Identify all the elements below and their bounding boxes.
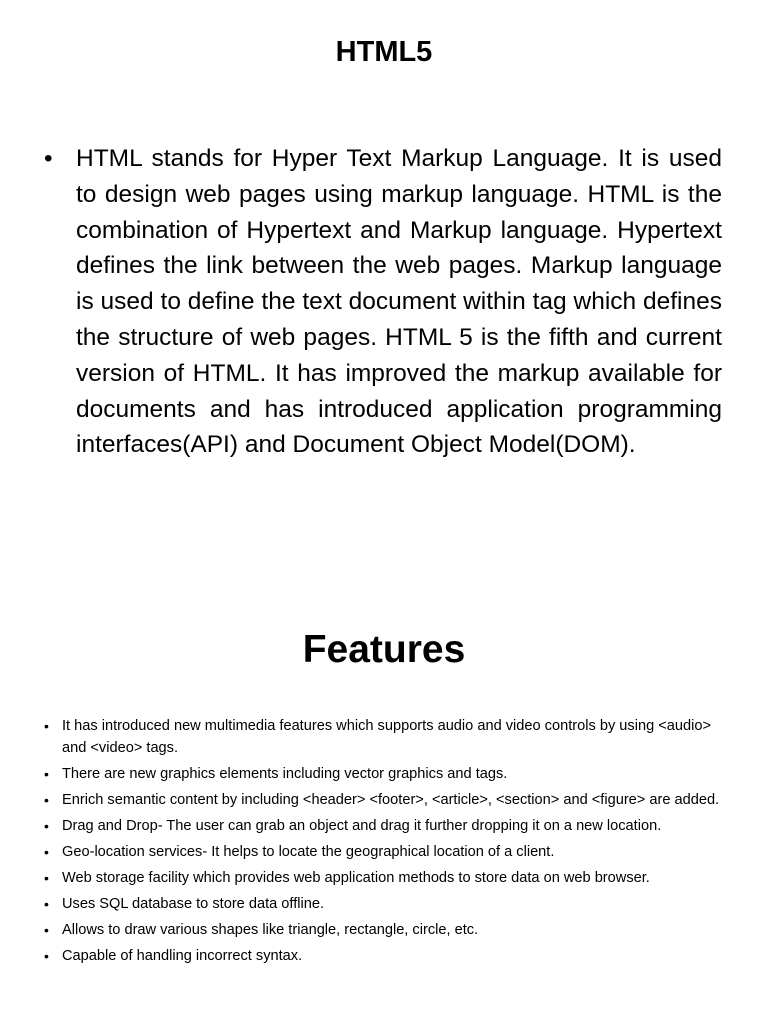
feature-text: Enrich semantic content by including <header> <footer>, <article>, <section> and <figure> are added. <box>62 791 720 808</box>
feature-item <box>40 842 720 864</box>
feature-item <box>40 764 720 786</box>
feature-text: Web storage facility which provides web application methods to store data on web browser. <box>62 869 650 886</box>
feature-text: Allows to draw various shapes like triangle, rectangle, circle, etc. <box>62 922 479 939</box>
intro-list <box>40 141 722 463</box>
bullet-icon: • <box>44 718 49 734</box>
bullet-icon: • <box>44 791 49 808</box>
page-title: HTML5 <box>335 36 433 68</box>
feature-item <box>40 790 720 812</box>
feature-item <box>40 920 720 942</box>
features-heading: Features <box>302 628 466 671</box>
bullet-icon: • <box>44 765 49 782</box>
bullet-icon: • <box>44 948 49 965</box>
intro-text: HTML stands for Hyper Text Markup Language. It is used to design web pages using markup language. HTML is the combination of Hypertext and Markup language. Hypertext defines the link between the web pages. Markup language is used to define the text document within tag which defines the structure of web pages. HTML 5 is the fifth and current version of HTML. It has improved the markup available for documents and has introduced application programming interfaces(API) and Document Object Model(DOM). <box>76 145 722 459</box>
feature-item <box>40 946 720 968</box>
feature-text: Capable of handling incorrect syntax. <box>62 948 303 965</box>
bullet-icon: • <box>44 145 53 172</box>
bullet-icon: • <box>44 869 49 886</box>
bullet-icon: • <box>44 896 49 913</box>
feature-text: Drag and Drop- The user can grab an object and drag it further dropping it on a new location. <box>62 817 662 834</box>
feature-item <box>40 894 720 916</box>
feature-item <box>40 816 720 838</box>
feature-text: Uses SQL database to store data offline. <box>62 896 325 913</box>
feature-text: It has introduced new multimedia features which supports audio and video controls by using <audio> and <video> tags. <box>62 718 712 756</box>
features-list <box>40 716 720 972</box>
intro-paragraph <box>40 141 722 463</box>
bullet-icon: • <box>44 922 49 939</box>
bullet-icon: • <box>44 817 49 834</box>
feature-item <box>40 868 720 890</box>
feature-item <box>40 716 720 759</box>
bullet-icon: • <box>44 843 49 860</box>
feature-text: There are new graphics elements including vector graphics and tags. <box>62 765 508 782</box>
feature-text: Geo-location services- It helps to locate the geographical location of a client. <box>62 843 555 860</box>
